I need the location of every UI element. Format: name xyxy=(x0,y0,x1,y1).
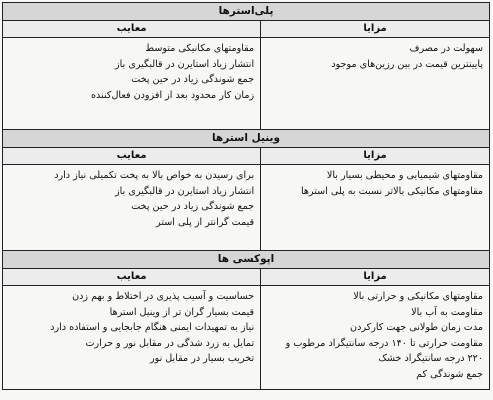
advantages-cell xyxy=(261,38,490,130)
section-title-polyesters: پلی‌استرها xyxy=(3,3,490,21)
table-body xyxy=(3,3,490,390)
disadvantages-cell xyxy=(3,165,261,251)
content-row xyxy=(3,165,490,251)
column-header-row xyxy=(3,148,490,165)
advantage-item: پایینترین قیمت در بین رزین‌های موجود xyxy=(331,58,483,70)
disadvantage-item: قیمت گرانتر از پلی استر xyxy=(156,216,255,228)
column-header-row xyxy=(3,21,490,38)
advantage-item: مقاومت حرارتی تا ۱۴۰ درجه سانتیگراد مرطوب و xyxy=(285,337,483,349)
disadvantage-item: تخریب بسیار در مقابل نور xyxy=(149,353,255,365)
disadvantage-item: قیمت بسیار گران تر از وینیل استرها xyxy=(109,306,255,318)
advantage-item: مقاومتهای شیمیایی و محیطی بسیار بالا xyxy=(326,170,483,181)
disadvantage-item: تمایل به زرد شدگی در مقابل نور و حرارت xyxy=(85,337,255,349)
disadvantages-heading: معایب xyxy=(3,148,261,165)
disadvantage-item: جمع شوندگی زیاد در حین پخت xyxy=(131,201,255,213)
content-row xyxy=(3,38,490,130)
advantages-heading: مزایا xyxy=(261,148,490,165)
advantage-item: مقاومتهای مکانیکی و حرارتی بالا xyxy=(353,291,483,302)
advantage-item: مقاومت به آب بالا xyxy=(411,306,483,318)
section-title-vinyl-esters: وینیل استرها xyxy=(3,130,490,148)
advantage-item: جمع شوندگی کم xyxy=(416,368,483,380)
disadvantages-cell xyxy=(3,38,261,130)
content-row xyxy=(3,286,490,390)
disadvantage-item: انتشار زیاد استایرن در قالبگیری باز xyxy=(115,185,255,197)
disadvantage-item: جمع شوندگی زیاد در حین پخت xyxy=(131,74,255,86)
advantages-heading: مزایا xyxy=(261,269,490,286)
advantages-cell xyxy=(261,286,490,390)
advantage-item: ۲۲۰ درجه سانتیگراد خشک xyxy=(378,353,483,365)
disadvantage-item: مقاومتهای مکانیکی متوسط xyxy=(145,43,255,54)
section-header-row xyxy=(3,251,490,269)
advantage-item: مدت زمان طولانی جهت کارکردن xyxy=(350,322,483,334)
disadvantage-item: برای رسیدن به خواص بالا به پخت تکمیلی نیاز دارد xyxy=(54,170,255,181)
advantage-item: مقاومتهای مکانیکی بالاتر نسبت به پلی استرها xyxy=(300,185,483,197)
column-header-row xyxy=(3,269,490,286)
resin-comparison-table xyxy=(2,2,490,390)
disadvantages-heading: معایب xyxy=(3,21,261,38)
advantage-item: سهولت در مصرف xyxy=(409,43,483,54)
section-title-epoxies: اپوکسی ها xyxy=(3,251,490,269)
disadvantages-heading: معایب xyxy=(3,269,261,286)
section-header-row xyxy=(3,3,490,21)
disadvantage-item: نیاز به تمهیدات ایمنی هنگام جابجایی و استفاده دارد xyxy=(50,322,255,334)
disadvantage-item: زمان کار محدود بعد از افزودن فعال‌کننده xyxy=(91,89,255,101)
section-header-row xyxy=(3,130,490,148)
disadvantages-cell xyxy=(3,286,261,390)
advantages-cell xyxy=(261,165,490,251)
disadvantage-item: حساسیت و آسیب پذیری در اختلاط و بهم زدن xyxy=(72,291,255,302)
advantages-heading: مزایا xyxy=(261,21,490,38)
disadvantage-item: انتشار زیاد استایرن در قالبگیری باز xyxy=(115,58,255,70)
